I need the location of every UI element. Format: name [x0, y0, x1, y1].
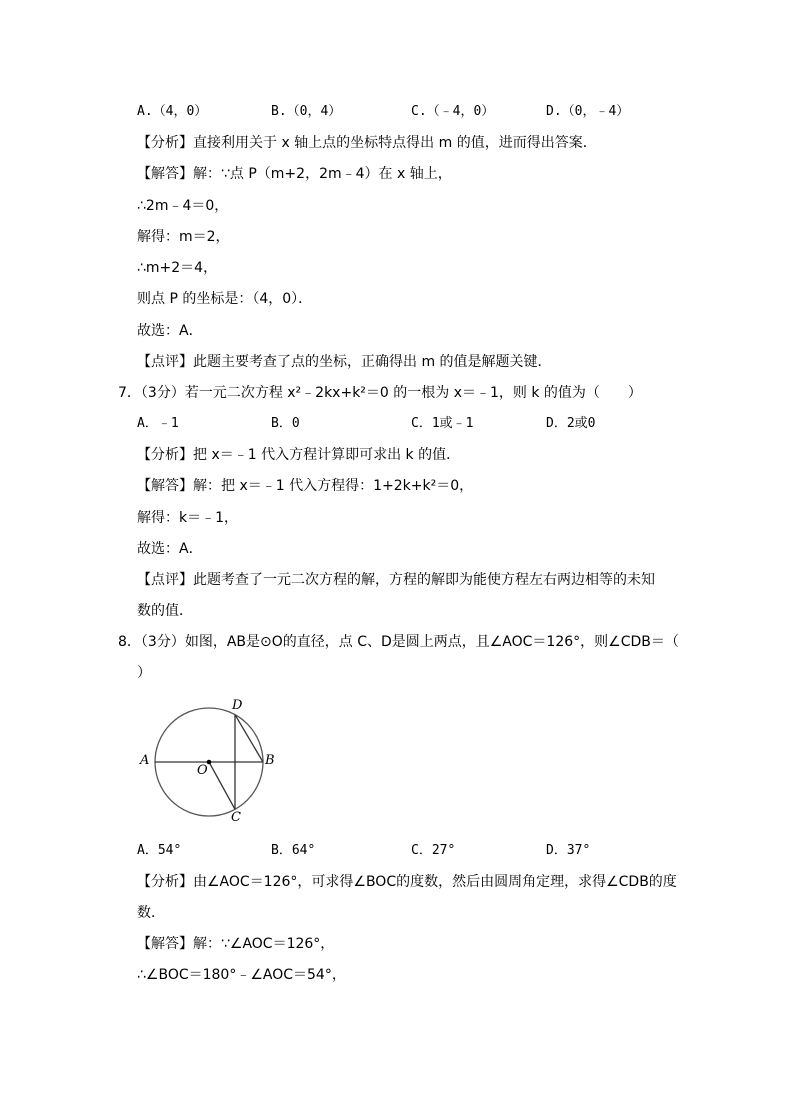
q8-answer: [137, 935, 334, 953]
answer-tag: 【解答】: [137, 166, 193, 182]
q8-analysis-cont: 数．: [137, 905, 165, 921]
analysis-tag: 【分析】: [137, 135, 193, 151]
label-o: O: [197, 763, 208, 778]
answer-tag: 【解答】: [137, 478, 193, 494]
q6-answer-line: 解得：m＝2，: [137, 229, 230, 245]
comment-tag: 【点评】: [137, 572, 193, 588]
q7-comment: [137, 571, 655, 589]
q6-comment: [137, 353, 552, 371]
answer-text: 解：∵∠AOC＝126°，: [193, 936, 335, 952]
q8-answer-line: ∴∠BOC＝180°﹣∠AOC＝54°，: [137, 967, 346, 983]
q6-option-a: A.（4，0）: [137, 104, 208, 119]
q6-option-c: C.（﹣4，0）: [411, 104, 495, 119]
q8-option-c: C．27°: [411, 843, 456, 858]
q7-answer-line: 故选：A．: [137, 541, 203, 557]
q7-option-a: A．﹣1: [137, 416, 179, 431]
q7-answer: [137, 477, 473, 495]
comment-text: 此题主要考查了点的坐标，正确得出 m 的值是解题关键．: [193, 354, 552, 370]
label-c: C: [231, 810, 241, 825]
q7-stem: 7．（3分）若一元二次方程 x²﹣2kx+k²＝0 的一根为 x＝﹣1，则 k 的值为（ ）: [118, 385, 642, 401]
analysis-text: 直接利用关于 x 轴上点的坐标特点得出 m 的值，进而得出答案．: [193, 135, 597, 151]
q8-analysis: [137, 873, 677, 891]
q7-analysis: [137, 446, 460, 464]
q7-option-d: D．2或0: [546, 416, 596, 431]
q6-option-d: D.（0，﹣4）: [546, 104, 630, 119]
q6-answer-line: ∴2m﹣4＝0，: [137, 198, 229, 214]
analysis-tag: 【分析】: [137, 447, 193, 463]
answer-text: 解：∵点 P（m+2，2m﹣4）在 x 轴上，: [193, 166, 452, 182]
q8-option-d: D．37°: [546, 843, 591, 858]
answer-tag: 【解答】: [137, 936, 193, 952]
q6-analysis: [137, 134, 597, 152]
q7-comment-cont: 数的值．: [137, 603, 193, 619]
q8-option-b: B．64°: [271, 843, 316, 858]
circle-figure: [135, 692, 285, 832]
q8-stem-cont: ）: [137, 665, 151, 681]
q6-answer-line: 故选：A．: [137, 323, 203, 339]
label-a: A: [140, 753, 150, 768]
q8-stem: 8．（3分）如图，AB是⊙O的直径，点 C、D是圆上两点，且∠AOC＝126°，则∠CDB＝（: [118, 634, 679, 650]
q6-answer: [137, 165, 452, 183]
answer-text: 解：把 x＝﹣1 代入方程得：1+2k+k²＝0，: [193, 478, 474, 494]
comment-tag: 【点评】: [137, 354, 193, 370]
q6-option-b: B.（0，4）: [271, 104, 342, 119]
comment-text: 此题考查了一元二次方程的解，方程的解即为能使方程左右两边相等的未知: [193, 572, 655, 588]
q7-option-c: C．1或﹣1: [411, 416, 474, 431]
analysis-text: 由∠AOC＝126°，可求得∠BOC的度数，然后由圆周角定理，求得∠CDB的度: [193, 874, 677, 890]
q7-answer-line: 解得：k＝﹣1，: [137, 510, 239, 526]
q8-option-a: A．54°: [137, 843, 182, 858]
analysis-tag: 【分析】: [137, 874, 193, 890]
label-b: B: [265, 753, 275, 768]
label-d: D: [232, 698, 243, 713]
circle-diagram: [135, 692, 285, 832]
q6-answer-line: ∴m+2＝4，: [137, 260, 218, 276]
analysis-text: 把 x＝﹣1 代入方程计算即可求出 k 的值．: [193, 447, 461, 463]
q6-answer-line: 则点 P 的坐标是：（4，0）．: [137, 291, 313, 307]
q7-option-b: B．0: [271, 416, 300, 431]
